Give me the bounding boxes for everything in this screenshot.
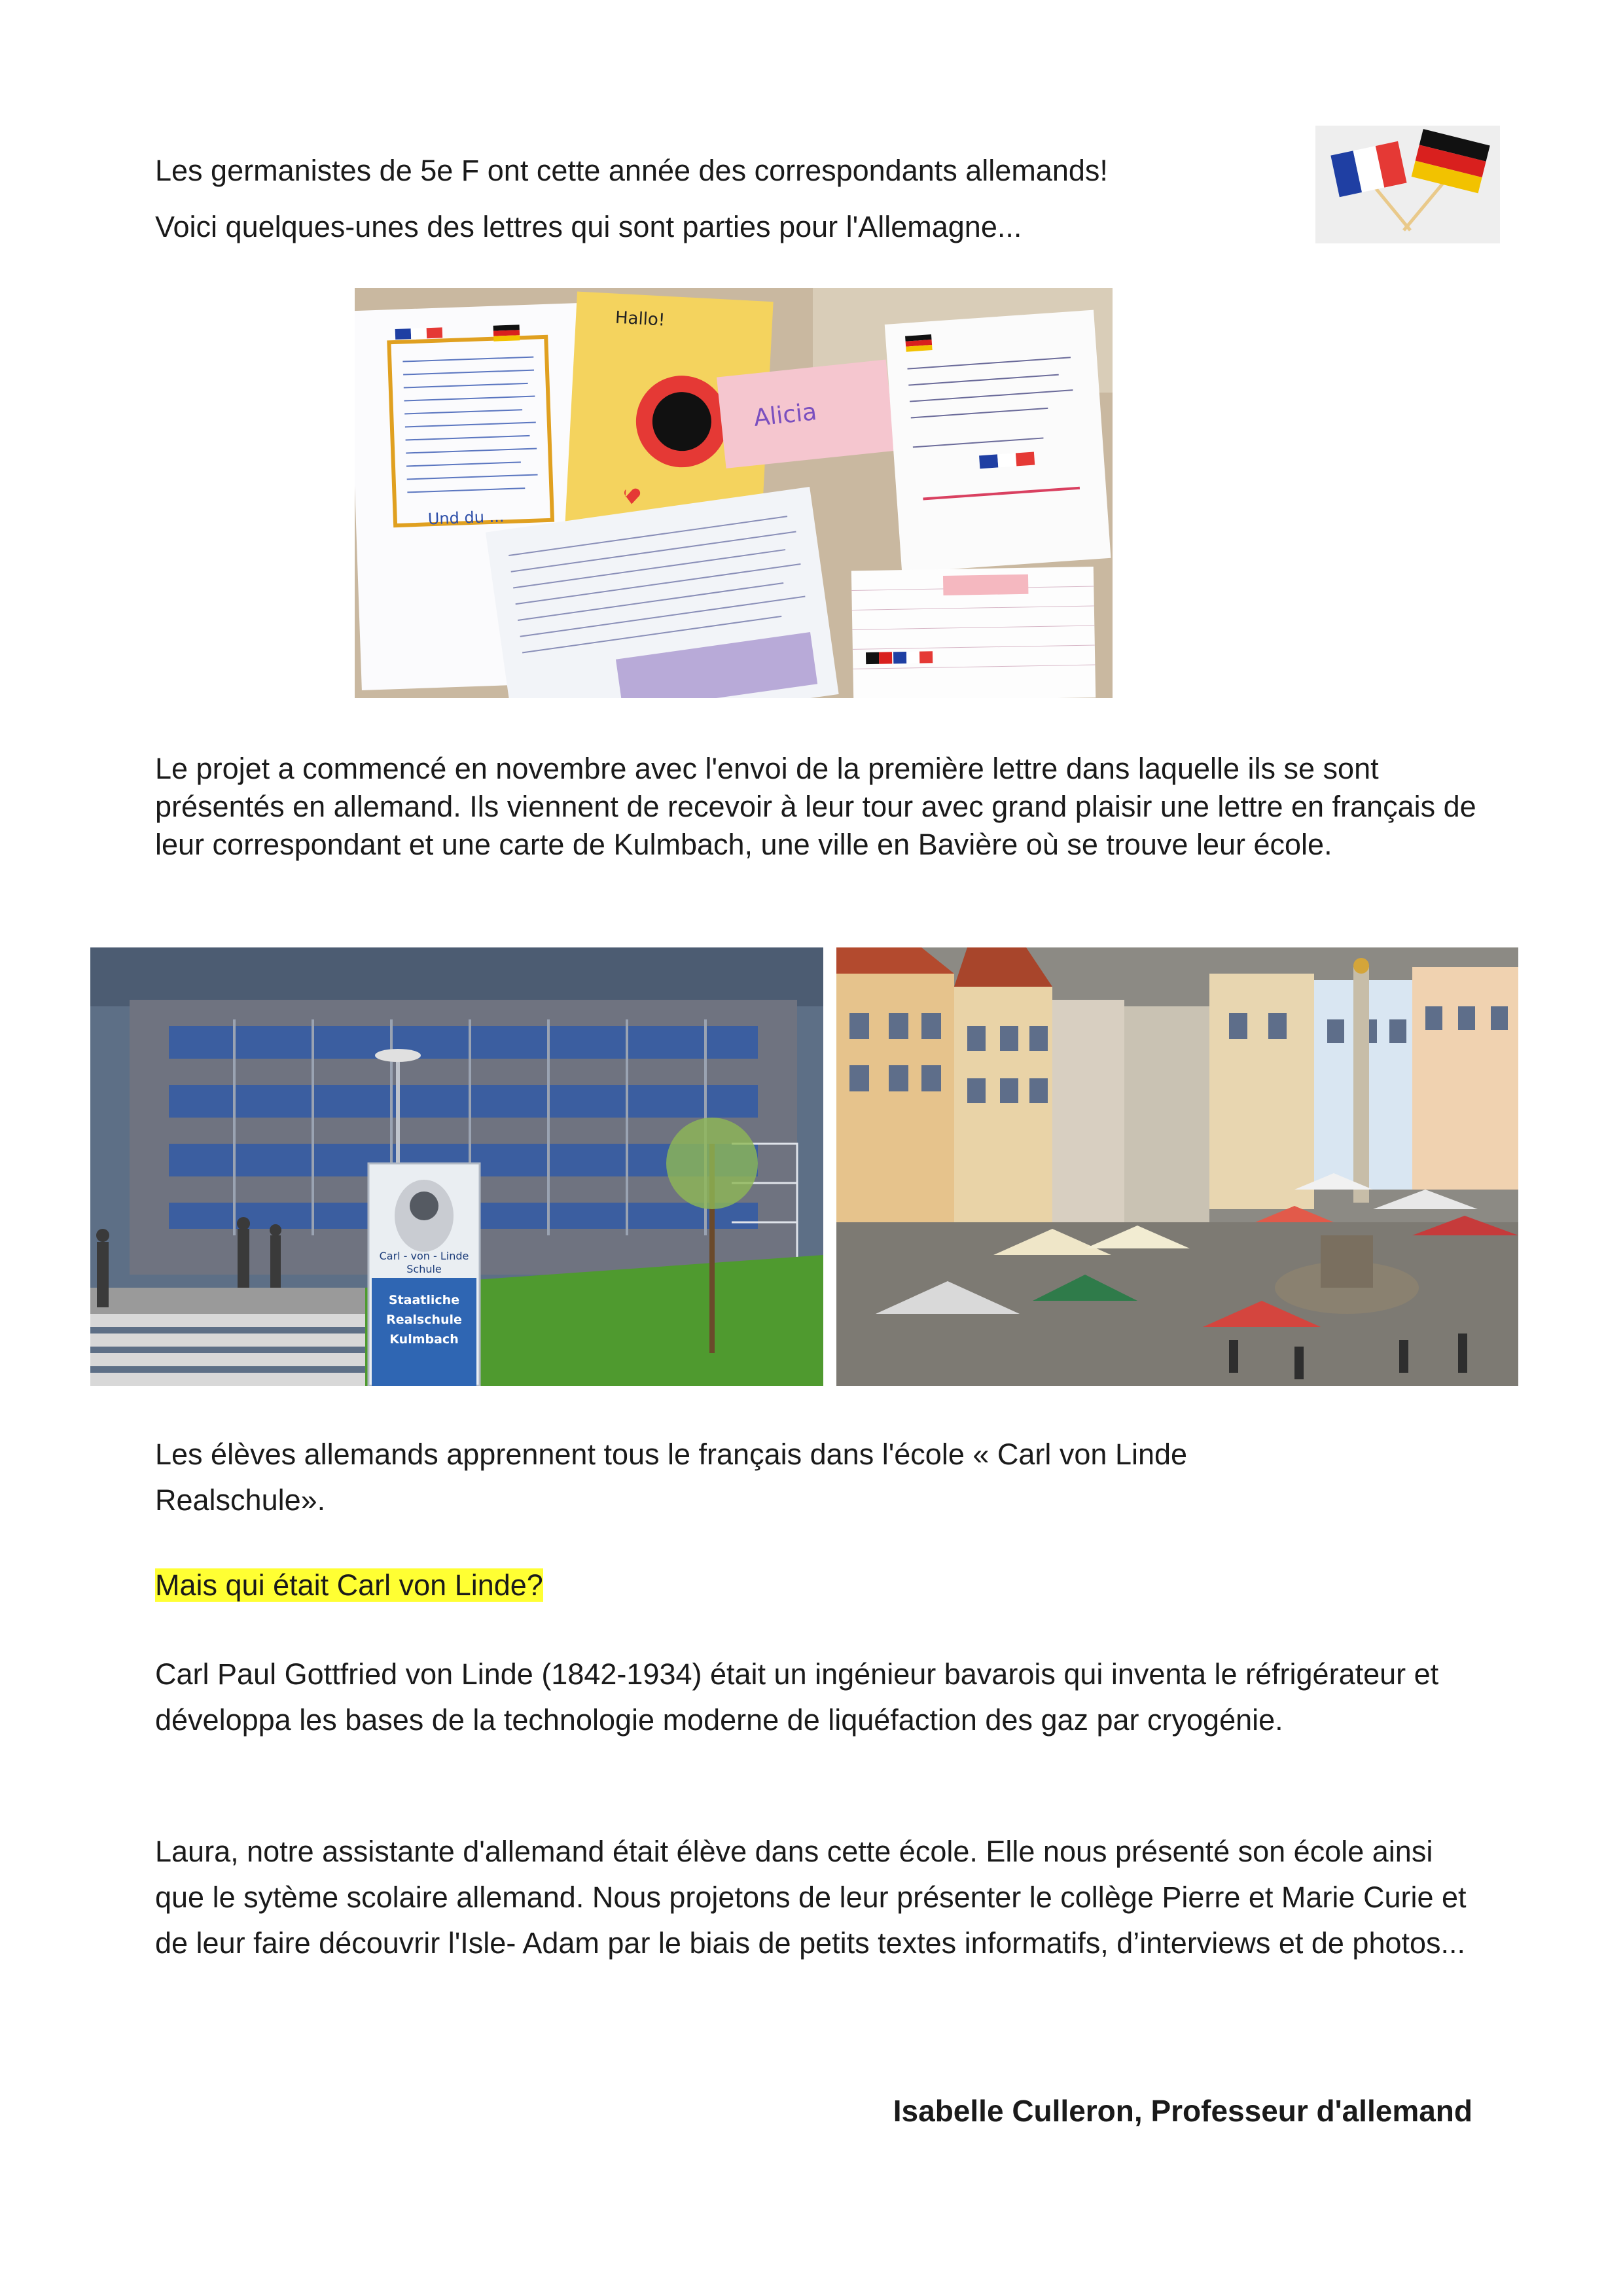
intro-line-1: Les germanistes de 5e F ont cette année des correspondants allemands! bbox=[155, 154, 1108, 187]
alicia-text: Alicia bbox=[752, 398, 819, 432]
laura-paragraph: Laura, notre assistante d'allemand était élève dans cette école. Elle nous présenté son école ainsi que le sytème scolaire allemand. Nous projetons de leur présenter le collège Pierre et Marie Curie et de leur faire découvrir l'Isle- Adam par le biais de petits textes informatifs, d’interviews et de photos... bbox=[155, 1835, 1467, 1960]
question-text: Mais qui était Carl von Linde? bbox=[155, 1568, 543, 1602]
linde-paragraph: Carl Paul Gottfried von Linde (1842-1934) était un ingénieur bavarois qui inventa le réfrigérateur et développa les bases de la technologie moderne de liquéfaction des gaz par cryogénie. bbox=[155, 1657, 1439, 1737]
question-heading bbox=[155, 1563, 543, 1608]
intro-line-2: Voici quelques-unes des lettres qui sont parties pour l'Allemagne... bbox=[155, 210, 1022, 243]
flags-image bbox=[1315, 126, 1500, 243]
school-photo bbox=[90, 947, 823, 1386]
hallo-text: Hallo! bbox=[615, 308, 666, 330]
sign-line-2: Schule bbox=[406, 1263, 442, 1275]
und-du-text: Und du ... bbox=[427, 507, 505, 529]
sign-line-3: Staatliche bbox=[388, 1293, 460, 1307]
sign-line-1: Carl - von - Linde bbox=[379, 1250, 469, 1262]
signature: Isabelle Culleron, Professeur d'allemand bbox=[893, 2094, 1472, 2128]
students-paragraph: Les élèves allemands apprennent tous le français dans l'école « Carl von Linde Realschule». bbox=[155, 1438, 1188, 1517]
letters-photo bbox=[355, 288, 1113, 698]
project-paragraph: Le projet a commencé en novembre avec l'envoi de la première lettre dans laquelle ils se sont présentés en allemand. Ils viennent de recevoir à leur tour avec grand plaisir une lettre en français de leur correspondant et une carte de Kulmbach, une ville en Bavière où se trouve leur école. bbox=[155, 752, 1476, 861]
town-square-photo bbox=[836, 947, 1518, 1386]
sign-line-4: Realschule bbox=[386, 1313, 462, 1327]
sign-line-5: Kulmbach bbox=[389, 1332, 459, 1347]
